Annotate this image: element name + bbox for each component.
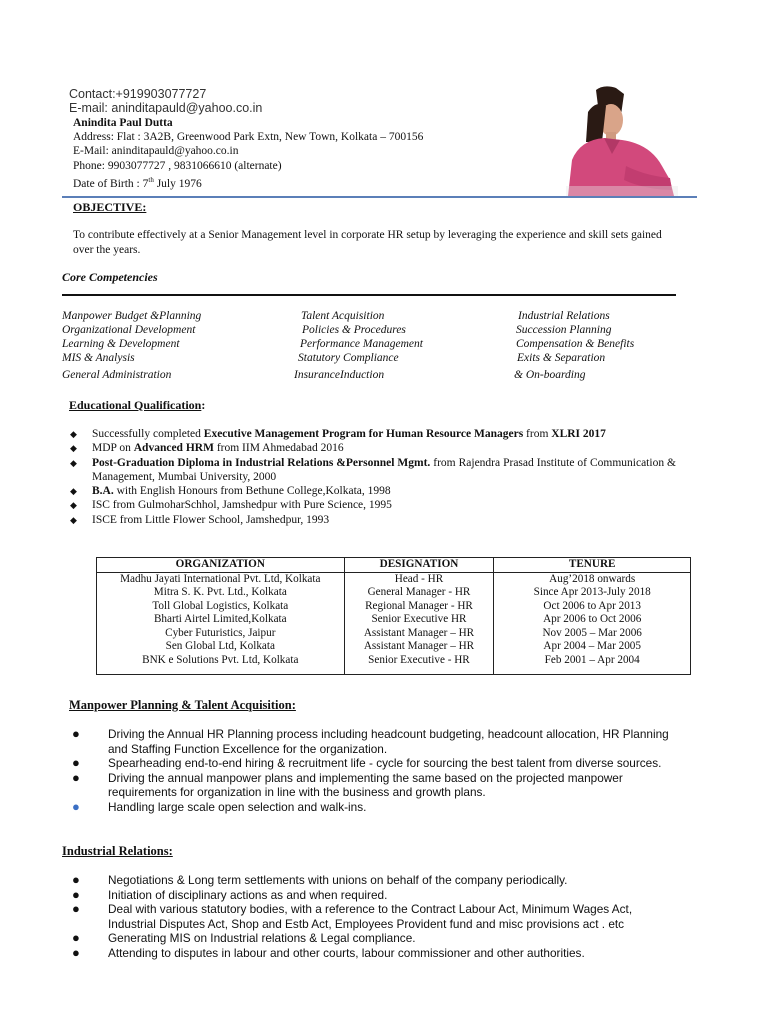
date-of-birth: Date of Birth : 7th July 1976 (73, 175, 202, 190)
table-row (97, 627, 691, 641)
list-item: ◆ B.A. with English Honours from Bethune College,Kolkata, 1998 (70, 484, 676, 498)
education-list (70, 427, 676, 527)
contact-email: E-mail: aninditapauld@yahoo.co.in (69, 101, 263, 115)
list-item: ● Attending to disputes in labour and other courts, labour commissioner and other authorities. (72, 944, 585, 960)
bullet-icon: ● (72, 901, 80, 917)
list-item: ◆ Successfully completed Executive Management Program for Human Resource Managers from XLRI 2017 (70, 427, 676, 441)
profile-photo (566, 82, 678, 196)
experience-table (96, 557, 691, 675)
contact-header (69, 87, 262, 115)
objective-heading: OBJECTIVE: (73, 200, 147, 214)
list-item: ● Generating MIS on Industrial relations & Legal compliance. (72, 930, 416, 946)
competency: Manpower Budget &Planning (62, 310, 202, 322)
competency: & On-boarding (514, 369, 586, 381)
personal-email: E-Mail: aninditapauld@yahoo.co.in (73, 145, 239, 158)
personal-phone: Phone: 9903077727 , 9831066610 (alternate) (73, 159, 282, 172)
table-cell: Sen Global Ltd, Kolkata (97, 640, 345, 654)
table-row (97, 654, 691, 675)
competency: MIS & Analysis (62, 352, 135, 364)
list-item: ● Handling large scale open selection and walk-ins. (72, 798, 367, 814)
competency: Statutory Compliance (298, 352, 399, 364)
objective-text: To contribute effectively at a Senior Management level in corporate HR setup by leveraging the experience and skill sets gained over the years. (73, 229, 662, 256)
industrial-relations-list (70, 873, 682, 961)
table-cell: BNK e Solutions Pvt. Ltd, Kolkata (97, 654, 345, 675)
competency: General Administration (62, 369, 172, 381)
competency: Talent Acquisition (301, 310, 385, 322)
manpower-heading: Manpower Planning & Talent Acquisition: (69, 698, 296, 712)
table-cell: Assistant Manager – HR (344, 640, 494, 654)
personal-details (73, 116, 423, 191)
list-item: ◆ MDP on Advanced HRM from IIM Ahmedabad 2016 (70, 441, 676, 455)
table-row (97, 613, 691, 627)
bullet-icon: ● (72, 726, 80, 741)
list-item: ● Driving the annual manpower plans and implementing the same based on the projected manpower requirements for organization in line with the business and growth plans. (72, 769, 623, 800)
core-competencies-heading: Core Competencies (62, 270, 158, 284)
header-divider (62, 196, 697, 198)
bullet-icon: ● (72, 798, 80, 814)
table-cell: Regional Manager - HR (344, 600, 494, 614)
table-cell: Since Apr 2013-July 2018 (494, 586, 691, 600)
list-item: ◆ ISCE from Little Flower School, Jamshedpur, 1993 (70, 513, 676, 527)
competency: Learning & Development (62, 338, 180, 350)
table-cell: Head - HR (344, 572, 494, 586)
table-cell: Senior Executive - HR (344, 654, 494, 675)
list-item: ● Initiation of disciplinary actions as and when required. (72, 886, 388, 902)
table-cell: Oct 2006 to Apr 2013 (494, 600, 691, 614)
competency: Compensation & Benefits (516, 338, 635, 350)
table-cell: Aug’2018 onwards (494, 572, 691, 586)
competency: Policies & Procedures (302, 324, 406, 336)
education-heading: Educational Qualification: (69, 398, 206, 412)
table-cell: General Manager - HR (344, 586, 494, 600)
list-item: ● Deal with various statutory bodies, with a reference to the Contract Labour Act, Minimum Wages Act, Industrial Disputes Act, Shop and Estb Act, Employees Provident fund and misc provisions act . etc (72, 901, 633, 931)
bullet-icon: ● (72, 886, 80, 902)
competency: Exits & Separation (517, 352, 606, 364)
competency: Industrial Relations (518, 310, 610, 322)
competency: Organizational Development (62, 324, 196, 336)
list-item: ● Driving the Annual HR Planning process including headcount budgeting, headcount allocation, HR Planning and Staffing Function Excellence for the organization. (72, 726, 669, 756)
candidate-name: Anindita Paul Dutta (73, 117, 173, 129)
table-cell: Apr 2004 – Mar 2005 (494, 640, 691, 654)
table-cell: Madhu Jayati International Pvt. Ltd, Kolkata (97, 572, 345, 586)
list-item: ◆ Post-Graduation Diploma in Industrial Relations &Personnel Mgmt. from Rajendra Prasad Institute of Communication & Management, Mumbai University, 2000 (70, 456, 676, 485)
table-cell: Assistant Manager – HR (344, 627, 494, 641)
list-item: ● Spearheading end-to-end hiring & recruitment life - cycle for sourcing the best talent from diverse sources. (72, 755, 662, 771)
bullet-icon: ● (72, 755, 80, 771)
table-row (97, 640, 691, 654)
table-cell: Toll Global Logistics, Kolkata (97, 600, 345, 614)
industrial-relations-heading: Industrial Relations: (62, 844, 173, 858)
table-cell: Apr 2006 to Oct 2006 (494, 613, 691, 627)
competency: InsuranceInduction (294, 369, 385, 381)
bullet-icon: ● (72, 944, 80, 960)
bullet-icon: ● (72, 930, 80, 946)
manpower-list (70, 727, 680, 815)
bullet-icon: ● (72, 872, 80, 887)
column-header: DESIGNATION (344, 558, 494, 573)
table-cell: Cyber Futuristics, Jaipur (97, 627, 345, 641)
column-header: ORGANIZATION (97, 558, 345, 573)
table-cell: Bharti Airtel Limited,Kolkata (97, 613, 345, 627)
contact-phone: Contact:+919903077727 (69, 87, 207, 101)
table-header-row (97, 558, 691, 573)
table-cell: Feb 2001 – Apr 2004 (494, 654, 691, 675)
bullet-icon: ● (72, 769, 80, 785)
competency: Performance Management (300, 338, 423, 350)
list-item: ◆ ISC from GulmoharSchhol, Jamshedpur with Pure Science, 1995 (70, 498, 676, 512)
competency: Succession Planning (516, 324, 612, 336)
list-item: ● Negotiations & Long term settlements with unions on behalf of the company periodically. (72, 872, 568, 887)
address: Address: Flat : 3A2B, Greenwood Park Extn, New Town, Kolkata – 700156 (73, 131, 424, 144)
table-cell: Mitra S. K. Pvt. Ltd., Kolkata (97, 586, 345, 600)
core-divider (62, 294, 676, 296)
column-header: TENURE (494, 558, 691, 573)
table-row (97, 572, 691, 586)
table-row (97, 586, 691, 600)
table-row (97, 600, 691, 614)
table-cell: Senior Executive HR (344, 613, 494, 627)
table-cell: Nov 2005 – Mar 2006 (494, 627, 691, 641)
